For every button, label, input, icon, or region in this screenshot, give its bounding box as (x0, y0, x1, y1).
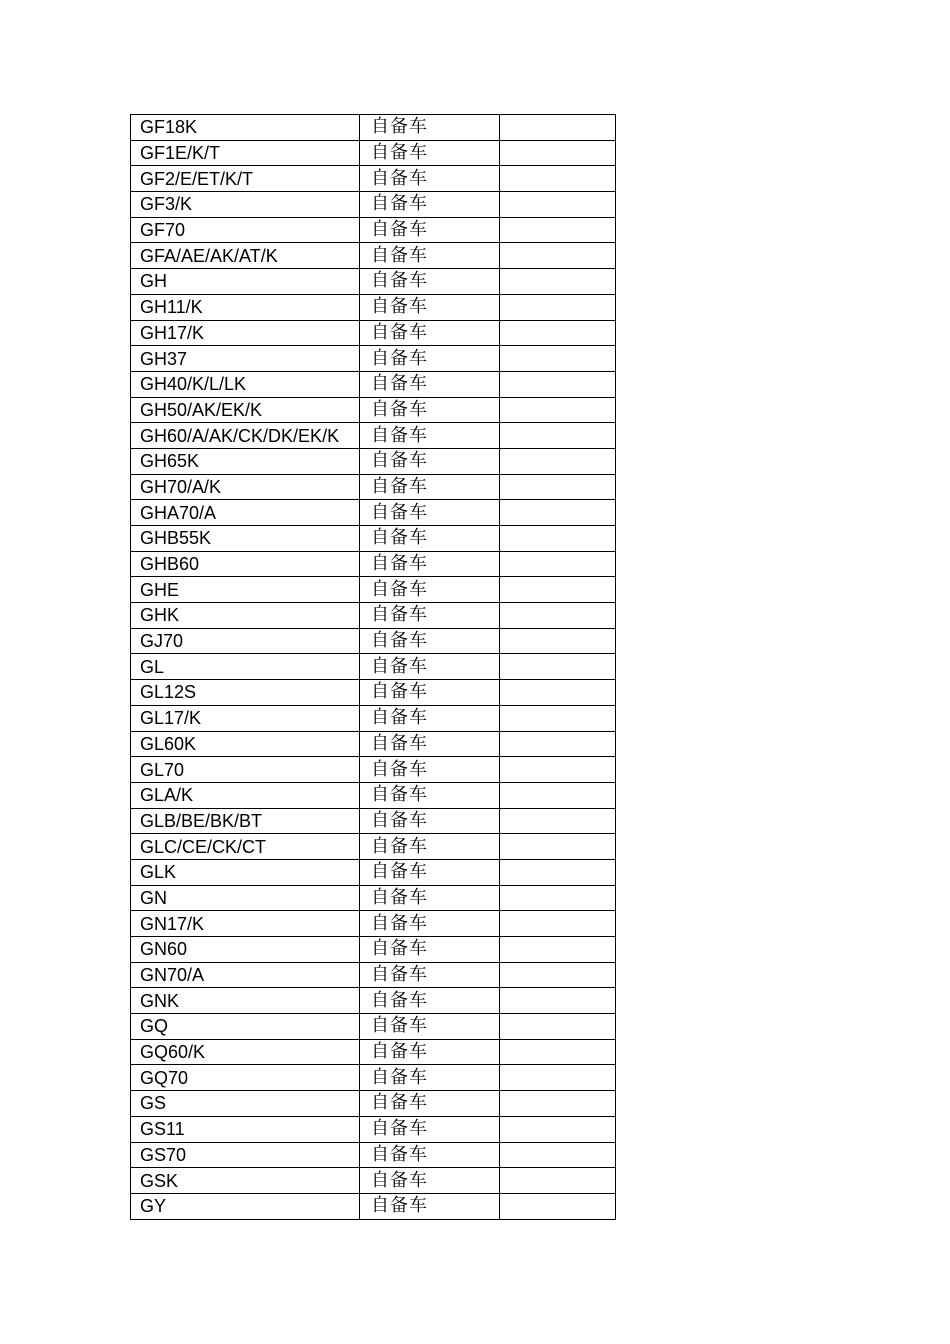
model-cell: GN60 (131, 937, 360, 963)
model-cell: GJ70 (131, 628, 360, 654)
type-cell: 自备车 (360, 192, 500, 218)
note-cell (500, 937, 616, 963)
type-cell: 自备车 (360, 1014, 500, 1040)
type-cell: 自备车 (360, 834, 500, 860)
table-row (131, 731, 616, 757)
table-row (131, 269, 616, 295)
model-cell: GN70/A (131, 962, 360, 988)
table-row (131, 654, 616, 680)
type-cell: 自备车 (360, 1039, 500, 1065)
model-cell: GQ60/K (131, 1039, 360, 1065)
note-cell (500, 988, 616, 1014)
note-cell (500, 243, 616, 269)
table-row (131, 937, 616, 963)
note-cell (500, 1116, 616, 1142)
note-cell (500, 885, 616, 911)
table-row (131, 808, 616, 834)
type-cell: 自备车 (360, 1168, 500, 1194)
vehicle-type-table (130, 114, 616, 1220)
table-row (131, 834, 616, 860)
type-cell: 自备车 (360, 166, 500, 192)
note-cell (500, 474, 616, 500)
type-cell: 自备车 (360, 885, 500, 911)
note-cell (500, 1014, 616, 1040)
type-cell: 自备车 (360, 628, 500, 654)
type-cell: 自备车 (360, 603, 500, 629)
type-cell: 自备车 (360, 731, 500, 757)
note-cell (500, 217, 616, 243)
type-cell: 自备车 (360, 294, 500, 320)
table-row (131, 551, 616, 577)
model-cell: GH17/K (131, 320, 360, 346)
table-row (131, 962, 616, 988)
type-cell: 自备车 (360, 474, 500, 500)
table-row (131, 346, 616, 372)
table-row (131, 1091, 616, 1117)
type-cell: 自备车 (360, 371, 500, 397)
type-cell: 自备车 (360, 448, 500, 474)
model-cell: GQ (131, 1014, 360, 1040)
table-row (131, 294, 616, 320)
model-cell: GF1E/K/T (131, 140, 360, 166)
model-cell: GN (131, 885, 360, 911)
note-cell (500, 1193, 616, 1219)
type-cell: 自备车 (360, 937, 500, 963)
table-row (131, 423, 616, 449)
model-cell: GQ70 (131, 1065, 360, 1091)
type-cell: 自备车 (360, 577, 500, 603)
note-cell (500, 140, 616, 166)
note-cell (500, 397, 616, 423)
type-cell: 自备车 (360, 423, 500, 449)
note-cell (500, 346, 616, 372)
table-row (131, 911, 616, 937)
type-cell: 自备车 (360, 269, 500, 295)
table-row (131, 782, 616, 808)
model-cell: GH50/AK/EK/K (131, 397, 360, 423)
type-cell: 自备车 (360, 346, 500, 372)
table-row (131, 166, 616, 192)
note-cell (500, 731, 616, 757)
table-row (131, 859, 616, 885)
type-cell: 自备车 (360, 243, 500, 269)
model-cell: GH37 (131, 346, 360, 372)
type-cell: 自备车 (360, 911, 500, 937)
note-cell (500, 192, 616, 218)
table-row (131, 192, 616, 218)
note-cell (500, 294, 616, 320)
model-cell: GS11 (131, 1116, 360, 1142)
note-cell (500, 269, 616, 295)
type-cell: 自备车 (360, 1193, 500, 1219)
type-cell: 自备车 (360, 1142, 500, 1168)
note-cell (500, 577, 616, 603)
table-row (131, 988, 616, 1014)
type-cell: 自备车 (360, 551, 500, 577)
model-cell: GLK (131, 859, 360, 885)
type-cell: 自备车 (360, 397, 500, 423)
note-cell (500, 551, 616, 577)
table-row (131, 448, 616, 474)
table-row (131, 217, 616, 243)
table-row (131, 500, 616, 526)
model-cell: GLB/BE/BK/BT (131, 808, 360, 834)
model-cell: GHA70/A (131, 500, 360, 526)
note-cell (500, 320, 616, 346)
note-cell (500, 705, 616, 731)
note-cell (500, 423, 616, 449)
table-row (131, 1116, 616, 1142)
type-cell: 自备车 (360, 115, 500, 141)
model-cell: GH70/A/K (131, 474, 360, 500)
model-cell: GN17/K (131, 911, 360, 937)
model-cell: GFA/AE/AK/AT/K (131, 243, 360, 269)
model-cell: GL17/K (131, 705, 360, 731)
table-row (131, 243, 616, 269)
table-row (131, 140, 616, 166)
model-cell: GHB55K (131, 526, 360, 552)
type-cell: 自备车 (360, 757, 500, 783)
type-cell: 自备车 (360, 859, 500, 885)
table-row (131, 371, 616, 397)
table-row (131, 526, 616, 552)
table-row (131, 1142, 616, 1168)
table-row (131, 1065, 616, 1091)
note-cell (500, 757, 616, 783)
model-cell: GS70 (131, 1142, 360, 1168)
note-cell (500, 782, 616, 808)
table-row (131, 115, 616, 141)
type-cell: 自备车 (360, 654, 500, 680)
note-cell (500, 859, 616, 885)
note-cell (500, 1091, 616, 1117)
type-cell: 自备车 (360, 1116, 500, 1142)
model-cell: GSK (131, 1168, 360, 1194)
note-cell (500, 371, 616, 397)
type-cell: 自备车 (360, 1091, 500, 1117)
type-cell: 自备车 (360, 808, 500, 834)
model-cell: GF3/K (131, 192, 360, 218)
model-cell: GH (131, 269, 360, 295)
model-cell: GLC/CE/CK/CT (131, 834, 360, 860)
model-cell: GL60K (131, 731, 360, 757)
type-cell: 自备车 (360, 705, 500, 731)
table-row (131, 577, 616, 603)
model-cell: GL12S (131, 680, 360, 706)
note-cell (500, 808, 616, 834)
model-cell: GHE (131, 577, 360, 603)
model-cell: GNK (131, 988, 360, 1014)
table-row (131, 705, 616, 731)
note-cell (500, 448, 616, 474)
note-cell (500, 166, 616, 192)
model-cell: GY (131, 1193, 360, 1219)
table-row (131, 1193, 616, 1219)
note-cell (500, 962, 616, 988)
note-cell (500, 911, 616, 937)
type-cell: 自备车 (360, 1065, 500, 1091)
table-row (131, 628, 616, 654)
type-cell: 自备车 (360, 526, 500, 552)
table-row (131, 1014, 616, 1040)
model-cell: GL70 (131, 757, 360, 783)
model-cell: GHB60 (131, 551, 360, 577)
note-cell (500, 1168, 616, 1194)
note-cell (500, 1039, 616, 1065)
note-cell (500, 680, 616, 706)
type-cell: 自备车 (360, 782, 500, 808)
note-cell (500, 603, 616, 629)
note-cell (500, 834, 616, 860)
type-cell: 自备车 (360, 680, 500, 706)
model-cell: GHK (131, 603, 360, 629)
note-cell (500, 526, 616, 552)
model-cell: GS (131, 1091, 360, 1117)
table-row (131, 474, 616, 500)
note-cell (500, 500, 616, 526)
table-row (131, 1168, 616, 1194)
model-cell: GLA/K (131, 782, 360, 808)
model-cell: GH60/A/AK/CK/DK/EK/K (131, 423, 360, 449)
type-cell: 自备车 (360, 962, 500, 988)
type-cell: 自备车 (360, 217, 500, 243)
type-cell: 自备车 (360, 140, 500, 166)
note-cell (500, 654, 616, 680)
note-cell (500, 1065, 616, 1091)
note-cell (500, 1142, 616, 1168)
type-cell: 自备车 (360, 320, 500, 346)
table-row (131, 397, 616, 423)
table-row (131, 1039, 616, 1065)
model-cell: GH40/K/L/LK (131, 371, 360, 397)
model-cell: GF70 (131, 217, 360, 243)
model-cell: GH65K (131, 448, 360, 474)
note-cell (500, 115, 616, 141)
model-cell: GH11/K (131, 294, 360, 320)
model-cell: GL (131, 654, 360, 680)
note-cell (500, 628, 616, 654)
model-cell: GF18K (131, 115, 360, 141)
table-row (131, 885, 616, 911)
model-cell: GF2/E/ET/K/T (131, 166, 360, 192)
type-cell: 自备车 (360, 500, 500, 526)
table-row (131, 320, 616, 346)
table-row (131, 680, 616, 706)
table-row (131, 757, 616, 783)
table-row (131, 603, 616, 629)
type-cell: 自备车 (360, 988, 500, 1014)
table-body (131, 115, 616, 1220)
